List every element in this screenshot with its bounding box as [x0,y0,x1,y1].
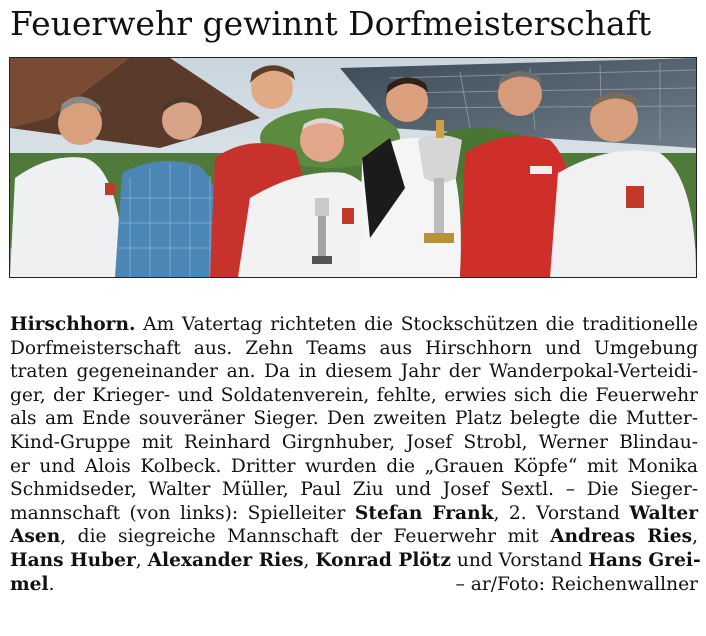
article-text: , [692,526,698,548]
article-last-line [10,573,698,597]
person-name: Konrad Plötz [315,549,451,571]
article-line [10,549,701,573]
article-text: , [135,549,148,571]
article-body [10,313,701,596]
headline: Feuerwehr gewinnt Dorfmeisterschaft [10,4,652,43]
article-line: als am Ende souveräner Sieger. Den zweiten Platz belegte die Mutter- [10,408,698,430]
article-text: mannschaft (von links): Spielleiter [10,502,355,524]
article-line: Schmidseder, Walter Müller, Paul Ziu und Josef Sextl. – Die Sieger- [10,479,698,501]
article-line: Kind-Gruppe mit Reinhard Girgnhuber, Josef Strobl, Werner Blindau- [10,431,698,453]
article-line [10,313,698,337]
person-name: Hans Huber [10,549,136,571]
person-name: Stefan Frank [354,502,494,524]
article-text: . [48,573,55,595]
article-line [10,525,698,549]
person-name: Andreas Ries [550,526,693,548]
person-name: Hans Grei- [588,549,701,571]
person-name: Asen [10,526,61,548]
article-text: und Vorstand [450,549,589,571]
photo-credit: – ar/Foto: Reichenwallner [455,573,698,595]
article-text: , [303,549,316,571]
person-name: Walter [629,502,699,524]
person-name: mel [10,573,49,595]
article-line: er und Alois Kolbeck. Dritter wurden die „Grauen Köpfe“ mit Monika [10,455,698,477]
article-text: , 2. Vorstand [493,502,630,524]
team-photo [9,57,697,278]
article-text: Am Vatertag richteten die Stockschützen die traditionelle [135,314,698,335]
article-line: ger, der Krieger- und Soldatenverein, fehlte, erwies sich die Feuerwehr [10,384,698,406]
article-text: , die siegreiche Mannschaft der Feuerwehr mit [60,526,551,548]
person-name: Alexander Ries [147,549,304,571]
team-photo-illustration [10,58,696,277]
article-line: traten gegeneinander an. Da in diesem Jahr der Wanderpokal-Verteidi- [10,361,698,383]
article-line [10,502,698,526]
article-line: Dorfmeisterschaft aus. Zehn Teams aus Hirschhorn und Umgebung [10,337,698,359]
article-line-end [10,573,55,597]
article-place: Hirschhorn. [10,314,136,335]
